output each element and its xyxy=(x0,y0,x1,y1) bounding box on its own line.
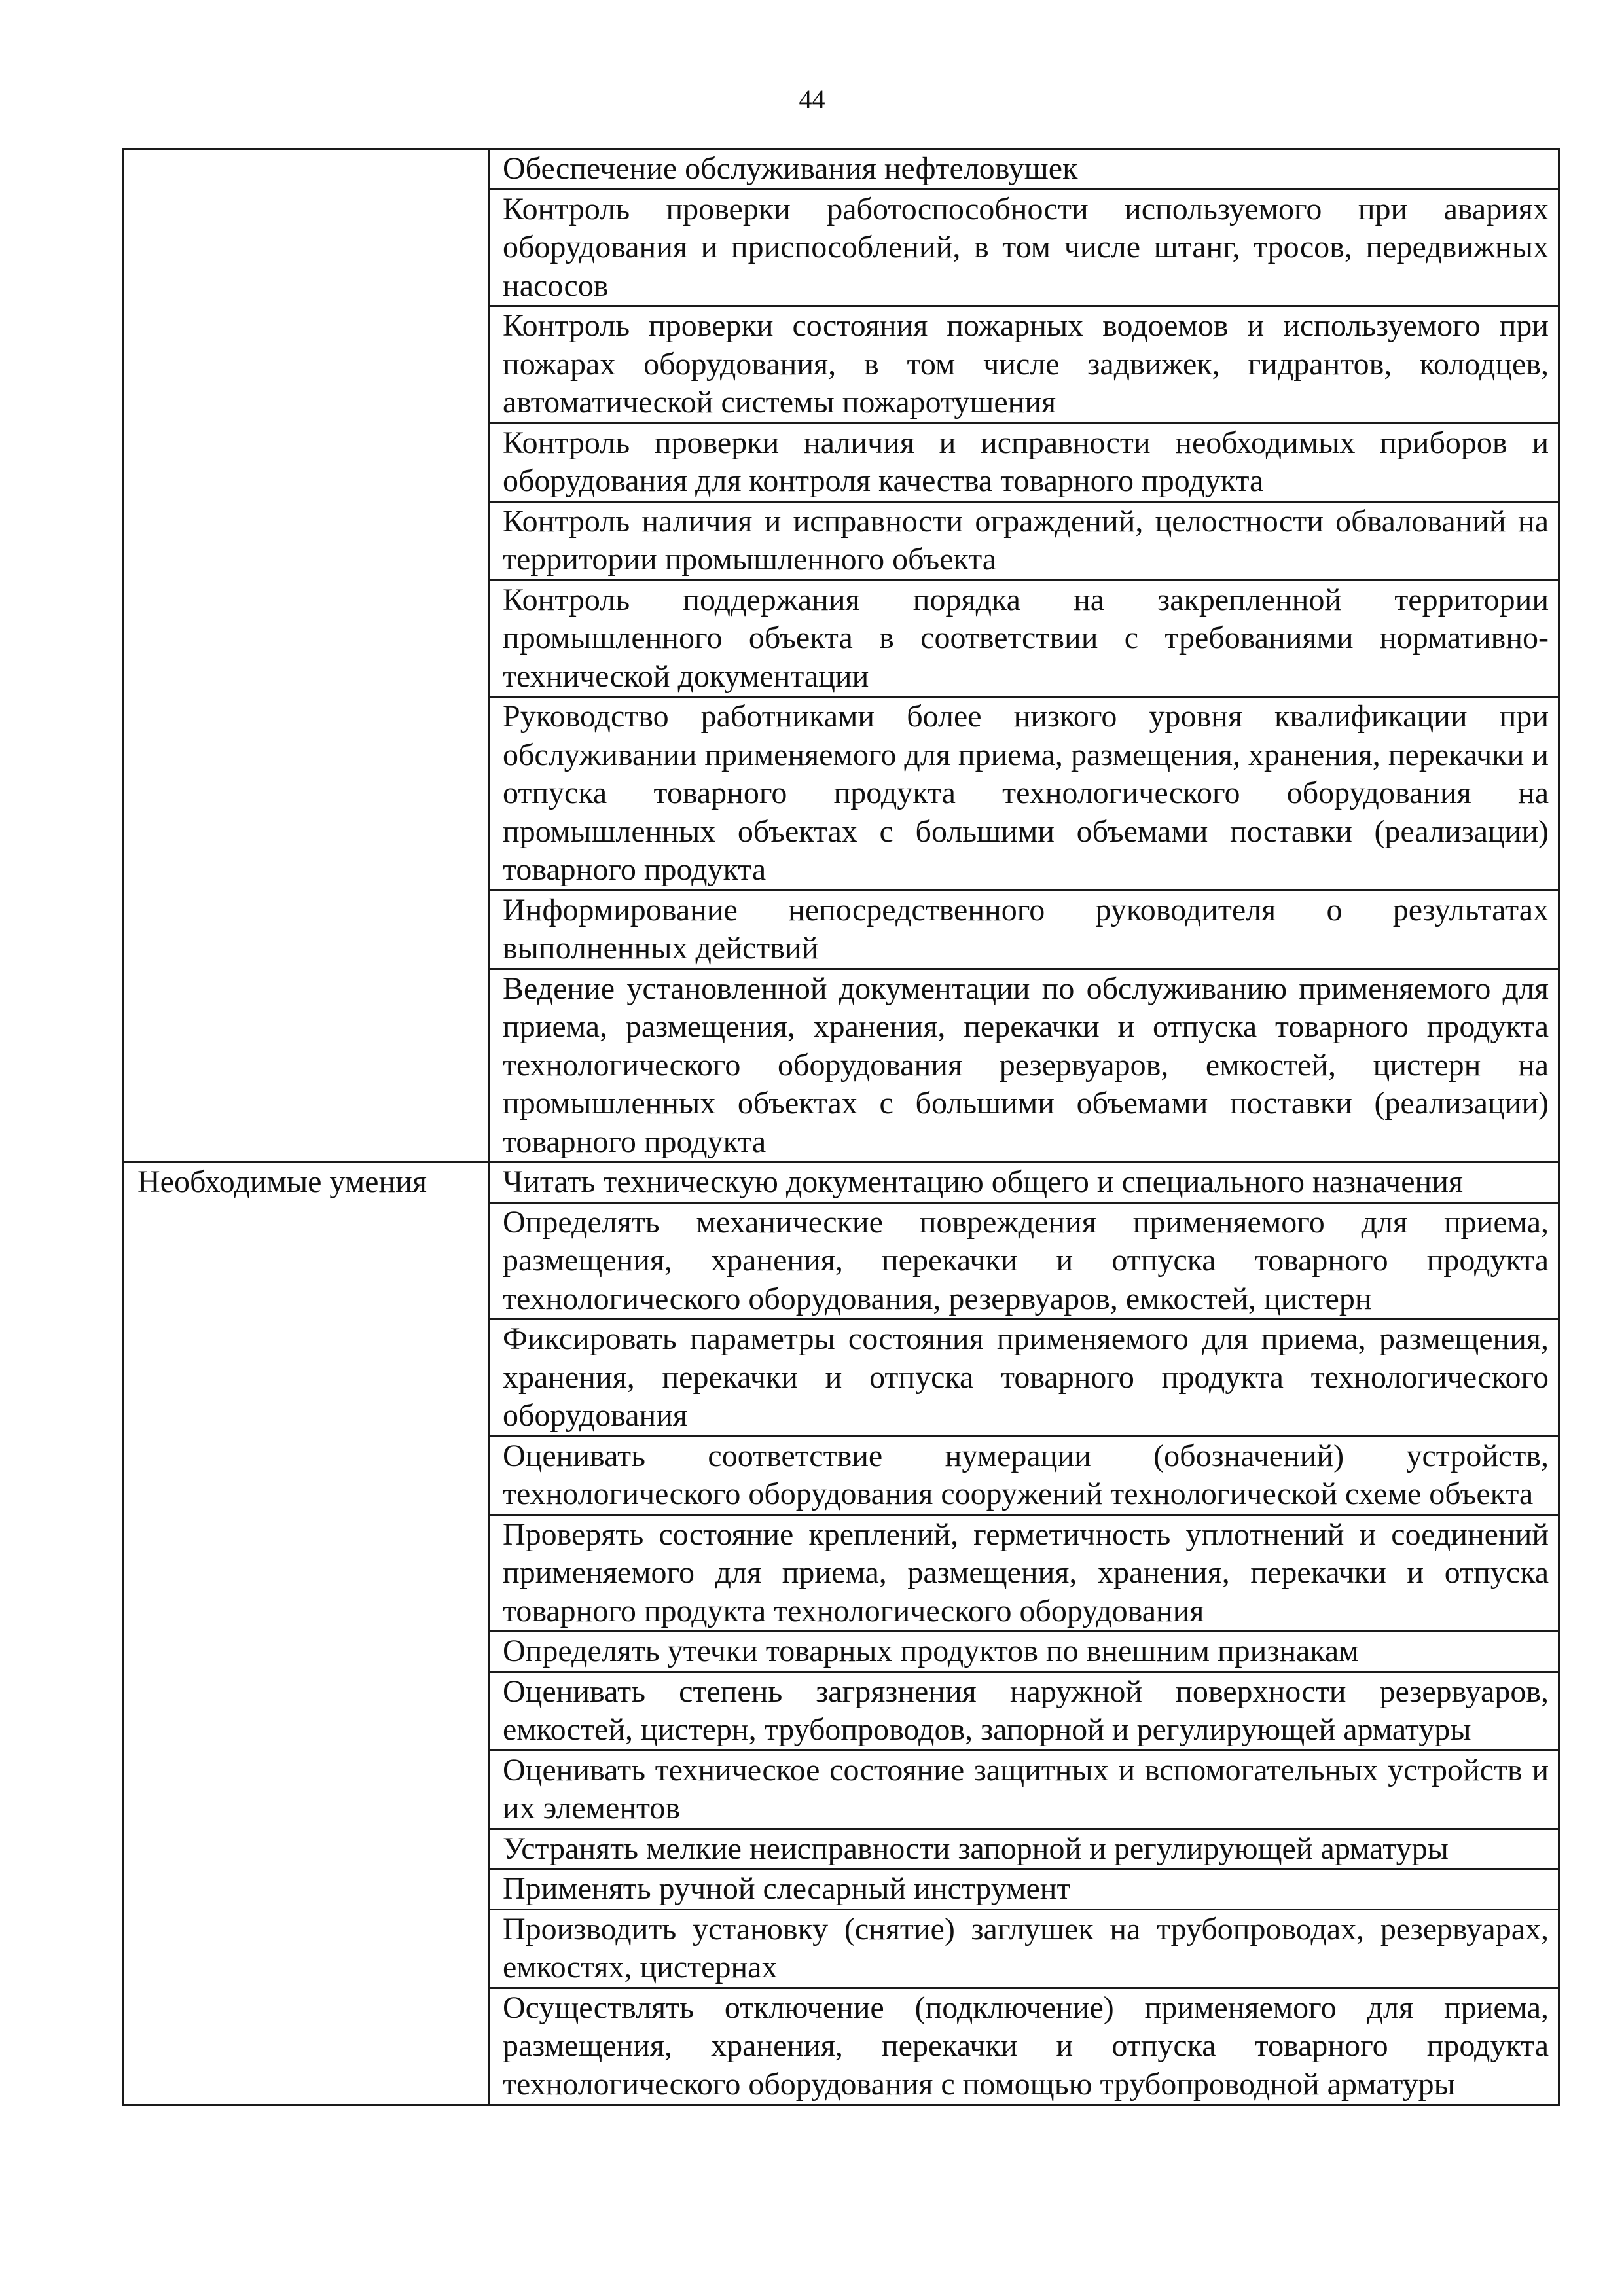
table-cell-item: Осуществлять отключение (подключение) применяемого для приема, размещения, хранения, перекачки и отпуска товарного продукта технологического оборудования с помощью трубопроводной арматуры xyxy=(489,1988,1559,2105)
table-cell-item: Читать техническую документацию общего и специального назначения xyxy=(489,1162,1559,1203)
page-number: 44 xyxy=(799,84,825,114)
requirements-table xyxy=(122,148,1560,2106)
section-label-cell xyxy=(124,149,489,1162)
table-cell-item: Оценивать соответствие нумерации (обозначений) устройств, технологического оборудования сооружений технологической схеме объекта xyxy=(489,1436,1559,1515)
table-cell-item: Контроль наличия и исправности ограждений, целостности обвалований на территории промышленного объекта xyxy=(489,501,1559,580)
table-cell-item: Проверять состояние креплений, герметичность уплотнений и соединений применяемого для приема, размещения, хранения, перекачки и отпуска товарного продукта технологического оборудования xyxy=(489,1515,1559,1632)
table-cell-item: Контроль проверки наличия и исправности необходимых приборов и оборудования для контроля качества товарного продукта xyxy=(489,423,1559,501)
table-cell-item: Обеспечение обслуживания нефтеловушек xyxy=(489,149,1559,190)
table-cell-item: Определять утечки товарных продуктов по внешним признакам xyxy=(489,1632,1559,1672)
table-cell-item: Устранять мелкие неисправности запорной и регулирующей арматуры xyxy=(489,1829,1559,1869)
table-cell-item: Информирование непосредственного руководителя о результатах выполненных действий xyxy=(489,890,1559,969)
table-cell-item: Контроль проверки работоспособности используемого при авариях оборудования и приспособлений, в том числе штанг, тросов, передвижных насосов xyxy=(489,189,1559,306)
table-row xyxy=(124,1162,1559,1203)
table-cell-item: Руководство работниками более низкого уровня квалификации при обслуживании применяемого для приема, размещения, хранения, перекачки и отпуска товарного продукта технологического оборудования на промышленных объектах с большими объемами поставки (реализации) товарного продукта xyxy=(489,697,1559,891)
table-row xyxy=(124,149,1559,190)
table-cell-item: Производить установку (снятие) заглушек на трубопроводах, резервуарах, емкостях, цистернах xyxy=(489,1909,1559,1988)
table-cell-item: Контроль проверки состояния пожарных водоемов и используемого при пожарах оборудования, в том числе задвижек, гидрантов, колодцев, автоматической системы пожаротушения xyxy=(489,306,1559,423)
table-cell-item: Оценивать техническое состояние защитных и вспомогательных устройств и их элементов xyxy=(489,1750,1559,1829)
table-cell-item: Применять ручной слесарный инструмент xyxy=(489,1869,1559,1910)
section-label-skills: Необходимые умения xyxy=(124,1162,489,2105)
table-cell-item: Контроль поддержания порядка на закрепленной территории промышленного объекта в соответствии с требованиями нормативно-технической документации xyxy=(489,580,1559,697)
table-cell-item: Оценивать степень загрязнения наружной поверхности резервуаров, емкостей, цистерн, трубопроводов, запорной и регулирующей арматуры xyxy=(489,1672,1559,1750)
table-cell-item: Ведение установленной документации по обслуживанию применяемого для приема, размещения, хранения, перекачки и отпуска товарного продукта технологического оборудования резервуаров, емкостей, цистерн на промышленных объектах с большими объемами поставки (реализации) товарного продукта xyxy=(489,969,1559,1162)
table-cell-item: Определять механические повреждения применяемого для приема, размещения, хранения, перекачки и отпуска товарного продукта технологического оборудования, резервуаров, емкостей, цистерн xyxy=(489,1202,1559,1319)
table-body xyxy=(124,149,1559,2105)
table-cell-item: Фиксировать параметры состояния применяемого для приема, размещения, хранения, перекачки и отпуска товарного продукта технологического оборудования xyxy=(489,1319,1559,1437)
